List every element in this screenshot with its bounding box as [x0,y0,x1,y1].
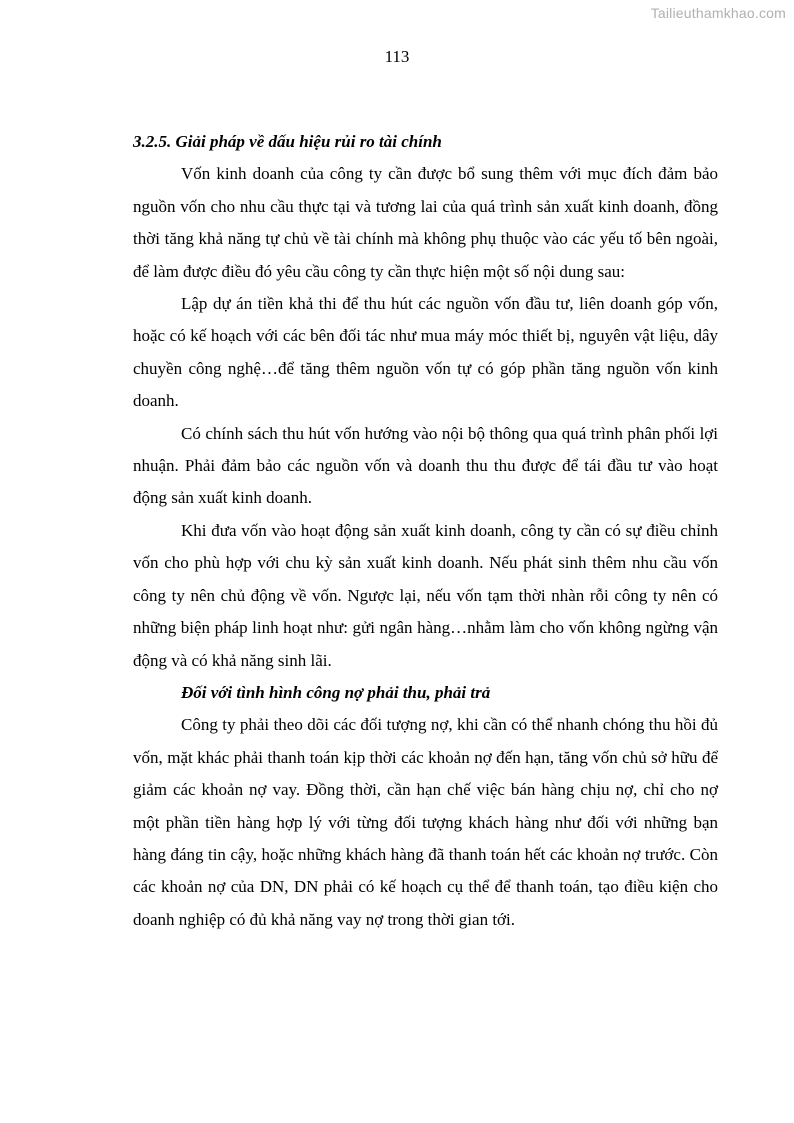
watermark: Tailieuthamkhao.com [650,5,786,21]
document-body [133,126,718,936]
paragraph: Vốn kinh doanh của công ty cần được bổ sung thêm với mục đích đảm bảo nguồn vốn cho nhu cầu thực tại và tương lai của quá trình sản xuất kinh doanh, đồng thời tăng khả năng tự chủ về tài chính mà không phụ thuộc vào các yếu tố bên ngoài, để làm được điều đó yêu cầu công ty cần thực hiện một số nội dung sau: [133,164,718,281]
section-heading: 3.2.5. Giải pháp về dấu hiệu rủi ro tài chính [133,132,442,151]
page-number: 113 [384,47,410,66]
subheading: Đối với tình hình công nợ phải thu, phải trả [181,682,491,702]
paragraph: Lập dự án tiền khả thi để thu hút các nguồn vốn đầu tư, liên doanh góp vốn, hoặc có kế hoạch với các bên đối tác như mua máy móc thiết bị, nguyên vật liệu, dây chuyền công nghệ…để tăng thêm nguồn vốn tự có góp phần tăng nguồn vốn kinh doanh. [133,294,718,411]
paragraph: Khi đưa vốn vào hoạt động sản xuất kinh doanh, công ty cần có sự điều chỉnh vốn cho phù hợp với chu kỳ sản xuất kinh doanh. Nếu phát sinh thêm nhu cầu vốn công ty nên chủ động về vốn. Ngược lại, nếu vốn tạm thời nhàn rỗi công ty nên có những biện pháp linh hoạt như: gửi ngân hàng…nhằm làm cho vốn không ngừng vận động và có khả năng sinh lãi. [133,520,718,670]
paragraph: Công ty phải theo dõi các đối tượng nợ, khi cần có thể nhanh chóng thu hồi đủ vốn, mặt khác phải thanh toán kịp thời các khoản nợ đến hạn, tăng vốn chủ sở hữu để giảm các khoản nợ vay. Đồng thời, cần hạn chế việc bán hàng chịu nợ, chỉ cho nợ một phần tiền hàng hợp lý với từng đối tượng khách hàng như đối với những bạn hàng đáng tin cậy, hoặc những khách hàng đã thanh toán hết các khoản nợ trước. Còn các khoản nợ của DN, DN phải có kế hoạch cụ thể để thanh toán, tạo điều kiện cho doanh nghiệp có đủ khả năng vay nợ trong thời gian tới. [133,715,718,929]
paragraph: Có chính sách thu hút vốn hướng vào nội bộ thông qua quá trình phân phối lợi nhuận. Phải đảm bảo các nguồn vốn và doanh thu thu được để tái đầu tư vào hoạt động sản xuất kinh doanh. [133,423,718,508]
